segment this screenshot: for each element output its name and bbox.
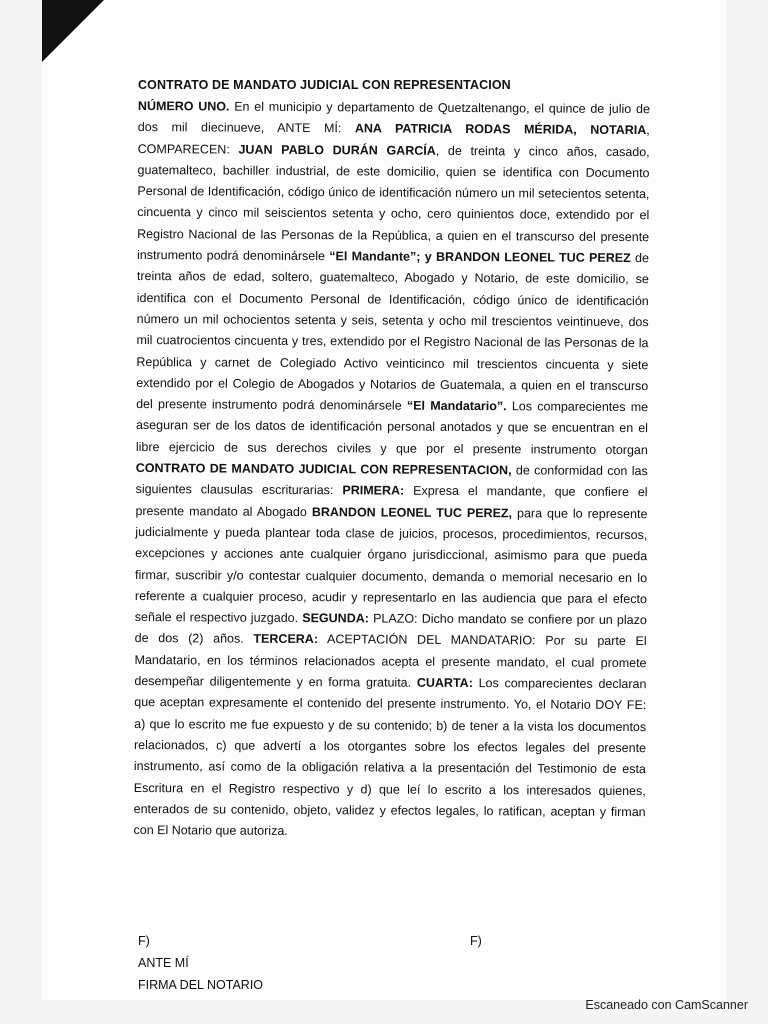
body-segment: , COMPARECEN: (137, 123, 650, 157)
ante-mi-label: ANTE MÍ (138, 956, 189, 970)
signature-mark-left: F) (138, 934, 150, 948)
body-segment: ACEPTACIÓN DEL MANDATARIO: Por su parte El Mandatario, en los términos relacionados acepta el presente mandato, el cual promete desempeñar diligentemente y en forma gratuita. (134, 632, 647, 690)
body-segment: PRIMERA: (342, 483, 405, 498)
camscanner-watermark: Escaneado con CamScanner (585, 998, 748, 1012)
signature-mark-right: F) (470, 934, 482, 948)
body-segment: PLAZO: Dicho mandato se confiere por un plazo de dos (2) años. (134, 611, 647, 647)
page-corner-fold (42, 0, 104, 62)
body-segment: de conformidad con las siguientes clausulas escriturarias: (135, 463, 648, 498)
body-segment: para que lo represente judicialmente y pueda plantear toda clase de juicios, procesos, procedimientos, recursos, excepciones y acciones ante cualquier órgano jurisdiccional, asimismo para que pueda firmar, suscribir y/o contestar cualquier documento, demanda o memorial necesario en lo referente a cualquier proceso, acudir y representarlo en las audiencia que para el efecto señale el respectivo juzgado. (134, 505, 648, 626)
body-segment: Los comparecientes me aseguran ser de los datos de identificación personal anotados y que se encuentran en el libre ejercicio de sus derechos civiles y que por el presente instrumento otorgan (135, 399, 649, 457)
document-title: CONTRATO DE MANDATO JUDICIAL CON REPRESENTACION (138, 78, 511, 92)
body-segment: CONTRATO DE MANDATO JUDICIAL CON REPRESENTACION, (135, 461, 512, 478)
body-segment: “El Mandatario”. (406, 398, 507, 414)
body-segment: CUARTA: (416, 675, 473, 691)
body-segment: de treinta años de edad, soltero, guatemalteco, Abogado y Notario, de este domicilio, se identifica con el Documento Personal de Identificación, código único de identificación número un mil ochocientos setenta y seis, setenta y ocho mil trescientos veintinueve, dos mil cuatrocientos cincuenta y tres, extendido por el Registro Nacional de las Personas de la República y carnet de Colegiado Activo veinticinco mil trescientos cincuenta y siete extendido por el Colegio de Abogados y Notarios de Guatemala, a quien en el transcurso del presente instrumento podrá denominársele (136, 251, 650, 413)
body-segment: En el municipio y departamento de Quetzaltenango, el quince de julio de dos mil diecinueve, ANTE MÍ: (137, 99, 650, 136)
body-segment: JUAN PABLO DURÁN GARCÍA (238, 142, 436, 158)
body-segment: NÚMERO UNO. (137, 98, 230, 114)
body-segment: BRANDON LEONEL TUC PEREZ, (311, 504, 513, 520)
body-segment: TERCERA: (253, 632, 319, 647)
body-segment: SEGUNDA: (302, 611, 369, 626)
body-segment: ANA PATRICIA RODAS MÉRIDA, NOTARIA (354, 121, 647, 138)
body-segment: Los comparecientes declaran que aceptan expresamente el contenido del presente instrumento. Yo, el Notario DOY FE: a) que lo escrito me fue expuesto y de su contenido; b) de tener a la vista los documentos relacionados, c) que advertí a los otorgantes sobre los efectos legales del presente instrumento, así como de la obligación relativa a la presentación del Testimonio de esta Escritura en el Registro respectivo y d) que leí lo escrito a los interesados quienes, enterados de su contenido, objeto, validez y efectos legales, lo ratifican, aceptan y firman con El Notario que autoriza. (133, 676, 647, 839)
body-segment: “El Mandante”; y BRANDON LEONEL TUC PEREZ (329, 249, 631, 266)
notary-signature-label: FIRMA DEL NOTARIO (138, 978, 264, 992)
document-body (133, 96, 650, 845)
body-segment: , de treinta y cinco años, casado, guatemalteco, bachiller industrial, de este domicilio, quien se identifica con Documento Personal de Identificación, código único de identificación número un mil setecientos setenta, cincuenta y cinco mil seiscientos setenta y ocho, cero quinientos doce, extendido por el Registro Nacional de las Personas de la República, a quien en el transcurso del presente instrumento podrá denominársele (136, 143, 650, 264)
body-segment: Expresa el mandante, que confiere el presente mandato al Abogado (135, 483, 648, 519)
